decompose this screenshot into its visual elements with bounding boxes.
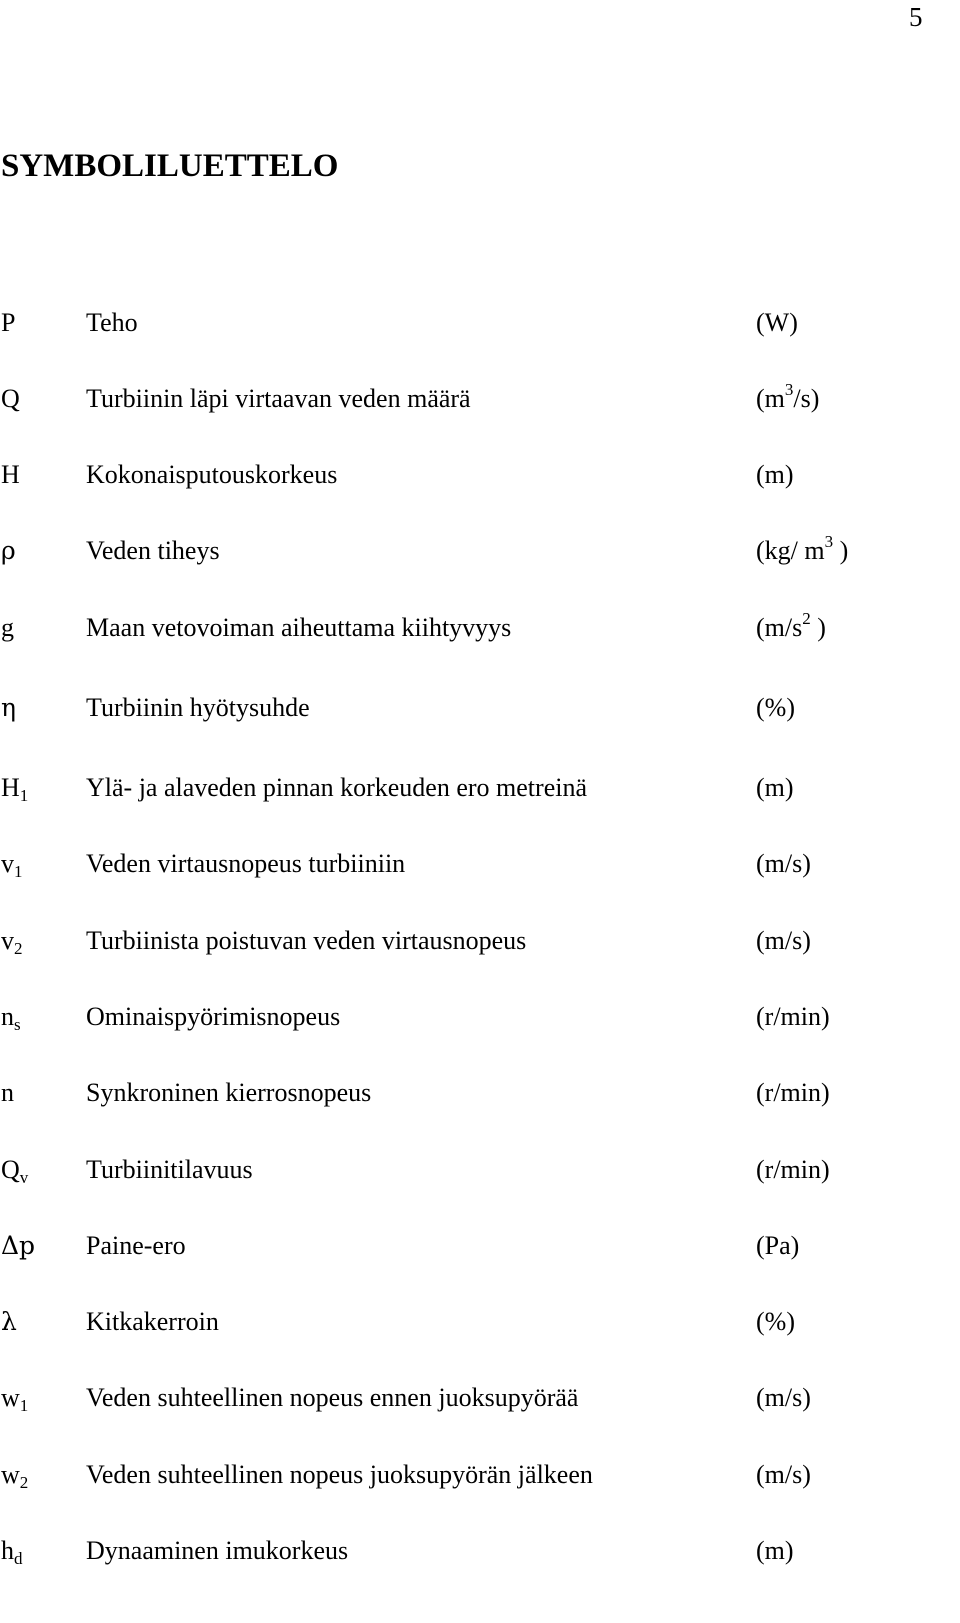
symbol-row-teho [0,308,940,348]
symbol-unit: $(m^3/s)$ [756,380,820,413]
symbol-description: Dynaaminen imukorkeus [86,1536,349,1565]
symbol: $h_d$ [1,1536,23,1568]
symbol-unit: (%) [756,693,795,722]
symbol: $v_2$ [1,926,23,958]
symbol-row-friction-coefficient [0,1307,940,1347]
symbol-row-level-difference [0,773,940,813]
symbol-row-relative-velocity-before [0,1383,940,1423]
symbol-description: Turbiinista poistuvan veden virtausnopeus [86,926,527,955]
symbol: $n_s$ [1,1002,21,1034]
symbol: $w_1$ [1,1383,29,1415]
symbol-unit: (m/s) [756,1383,811,1412]
symbol-row-efficiency [0,693,940,733]
symbol-row-gravity [0,609,940,653]
symbol-unit: (r/min) [756,1002,830,1031]
symbol-row-density [0,532,940,576]
symbol-description: Veden suhteellinen nopeus ennen juoksupyörää [86,1383,579,1412]
symbol: $H_1$ [1,773,29,805]
symbol-row-turbine-volume [0,1155,940,1195]
symbol-description: Ylä- ja alaveden pinnan korkeuden ero metreinä [86,773,587,802]
symbol: H [1,460,20,489]
page-number: 5 [909,2,923,32]
symbol-unit: (r/min) [756,1078,830,1107]
symbol-unit: (r/min) [756,1155,830,1184]
symbol: g [1,613,14,642]
symbol-description: Maan vetovoiman aiheuttama kiihtyvyys [86,613,512,642]
symbol-description: Turbiinitilavuus [86,1155,253,1184]
symbol-row-relative-velocity-after [0,1460,940,1500]
symbol-description: Teho [86,308,138,337]
symbol: $v_1$ [1,849,23,881]
symbol-row-synchronous-speed [0,1078,940,1118]
symbol: $w_2$ [1,1460,29,1492]
symbol-unit: ($m/s^2$ ) [756,609,826,642]
symbol-row-inlet-velocity [0,849,940,889]
symbol-unit: (m) [756,460,794,489]
symbol-row-head [0,460,940,500]
symbol: η [1,693,16,722]
symbol: $Q_v$ [1,1155,29,1187]
symbol: Δp [1,1231,36,1260]
symbol-description: Paine-ero [86,1231,186,1260]
symbol-description: Veden suhteellinen nopeus juoksupyörän jälkeen [86,1460,593,1489]
symbol-unit: (m/s) [756,1460,811,1489]
symbol: λ [1,1307,17,1336]
symbol-unit: (%) [756,1307,795,1336]
symbol-unit: (m) [756,1536,794,1565]
symbol-unit: (m/s) [756,926,811,955]
symbol-description: Kokonaisputouskorkeus [86,460,338,489]
symbol: P [1,308,16,337]
symbol-description: Synkroninen kierrosnopeus [86,1078,372,1107]
symbol-row-pressure-difference [0,1231,940,1271]
symbol: ρ [1,536,16,565]
symbol-description: Ominaispyörimisnopeus [86,1002,341,1031]
symbol-description: Turbiinin hyötysuhde [86,693,310,722]
symbol-description: Veden tiheys [86,536,220,565]
symbol-row-outlet-velocity [0,926,940,966]
symbol-description: Turbiinin läpi virtaavan veden määrä [86,384,471,413]
page-title: SYMBOLILUETTELO [1,148,339,184]
symbol: Q [1,384,20,413]
symbol-unit: (W) [756,308,798,337]
symbol-unit: (kg/ $m^3$ ) [756,532,849,565]
symbol-unit: (Pa) [756,1231,800,1260]
symbol-unit: (m/s) [756,849,811,878]
symbol-row-flow [0,380,940,424]
symbol-row-dynamic-suction-head [0,1536,940,1576]
symbol-row-specific-speed [0,1002,940,1042]
symbol-description: Veden virtausnopeus turbiiniin [86,849,406,878]
symbol-description: Kitkakerroin [86,1307,219,1336]
symbol: n [1,1078,14,1107]
symbol-unit: (m) [756,773,794,802]
